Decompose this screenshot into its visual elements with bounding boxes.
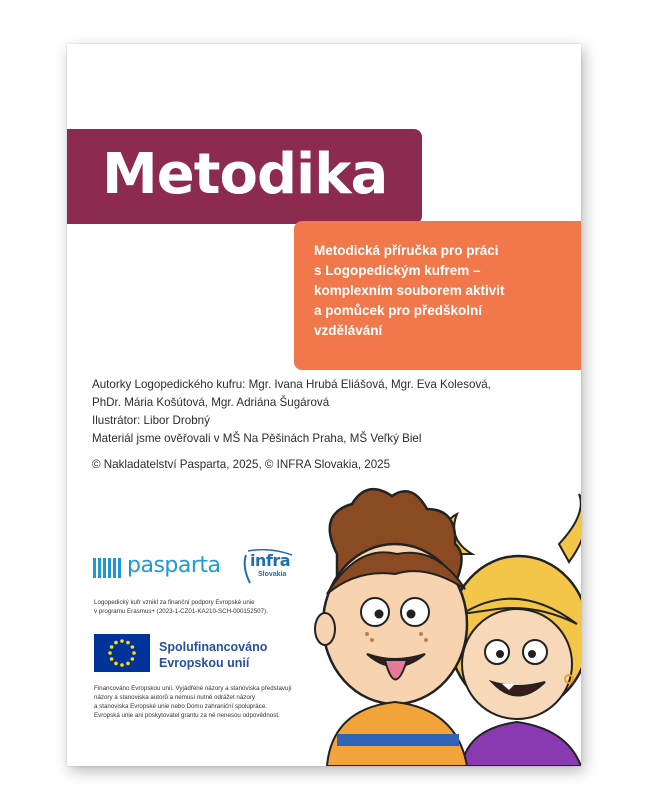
pasparta-logo: [93, 553, 221, 583]
document-page: [67, 44, 581, 766]
pasparta-wordmark: pasparta: [127, 553, 221, 578]
eu-star-icon: [114, 641, 118, 645]
title-banner: [67, 129, 422, 224]
erasmus-note: [94, 599, 268, 616]
copyright: © Nakladatelství Pasparta, 2025, © INFRA Slovakia, 2025: [92, 458, 391, 471]
eu-star-icon: [126, 662, 130, 666]
eu-star-icon: [131, 657, 135, 661]
eu-star-icon: [110, 645, 114, 649]
eu-star-icon: [126, 641, 130, 645]
pasparta-bars-icon: [93, 556, 127, 578]
eu-label-line: Spolufinancováno: [159, 640, 268, 654]
subtitle-banner: [294, 221, 581, 370]
eu-cofunded-label: [159, 639, 267, 671]
credits: [92, 376, 572, 448]
credit-authors: Autorky Logopedického kufru: Mgr. Ivana Hrubá Eliášová, Mgr. Eva Kolesová,: [92, 378, 491, 391]
eu-star-icon: [132, 651, 136, 655]
disclaimer-line: Evropská unie ani poskytovatel grantu za ně nenesou odpovědnost.: [94, 712, 280, 719]
subtitle-line: a pomůcek pro předškolní: [314, 303, 483, 318]
eu-disclaimer: [94, 684, 292, 720]
subtitle-line: vzdělávání: [314, 323, 383, 338]
subtitle-line: Metodická příručka pro práci: [314, 243, 499, 258]
disclaimer-line: názory a stanoviska autorů a nemusí nutně odrážet názory: [94, 694, 255, 701]
eu-star-icon: [120, 663, 124, 667]
credit-illustrator: Ilustrátor: Libor Drobný: [92, 414, 210, 427]
page-title: Metodika: [102, 142, 388, 207]
credit-verification: Materiál jsme ověřovali v MŠ Na Pěšinách Praha, MŠ Veľký Biel: [92, 432, 422, 445]
eu-star-icon: [131, 645, 135, 649]
credit-authors-cont: PhDr. Mária Košútová, Mgr. Adriána Šugárová: [92, 396, 330, 409]
eu-star-icon: [110, 657, 114, 661]
disclaimer-line: Financováno Evropskou unií. Vyjádřené názory a stanoviska představují: [94, 685, 292, 692]
infra-wordmark: infra: [250, 551, 291, 570]
disclaimer-line: a stanoviska Evropské unie nebo Domu zahraniční spolupráce.: [94, 703, 268, 710]
subtitle-line: s Logopedickým kufrem –: [314, 263, 481, 278]
boy-illustration: [315, 489, 467, 766]
eu-star-icon: [114, 662, 118, 666]
eu-label-line: Evropskou unií: [159, 656, 250, 670]
children-illustration: [297, 484, 581, 766]
eu-star-icon: [120, 639, 124, 643]
eu-flag-icon: [94, 634, 150, 672]
infra-slovakia-logo: [240, 549, 300, 589]
subtitle-line: komplexním souborem aktivit: [314, 283, 505, 298]
eu-star-icon: [108, 651, 112, 655]
erasmus-note-line: Logopedický kufr vznikl za finanční podpory Evropské unie: [94, 599, 255, 606]
erasmus-note-line: v programu Erasmus+ (2023-1-CZ01-KA210-SCH-000152507).: [94, 607, 268, 615]
infra-subtitle: Slovakia: [258, 571, 287, 578]
